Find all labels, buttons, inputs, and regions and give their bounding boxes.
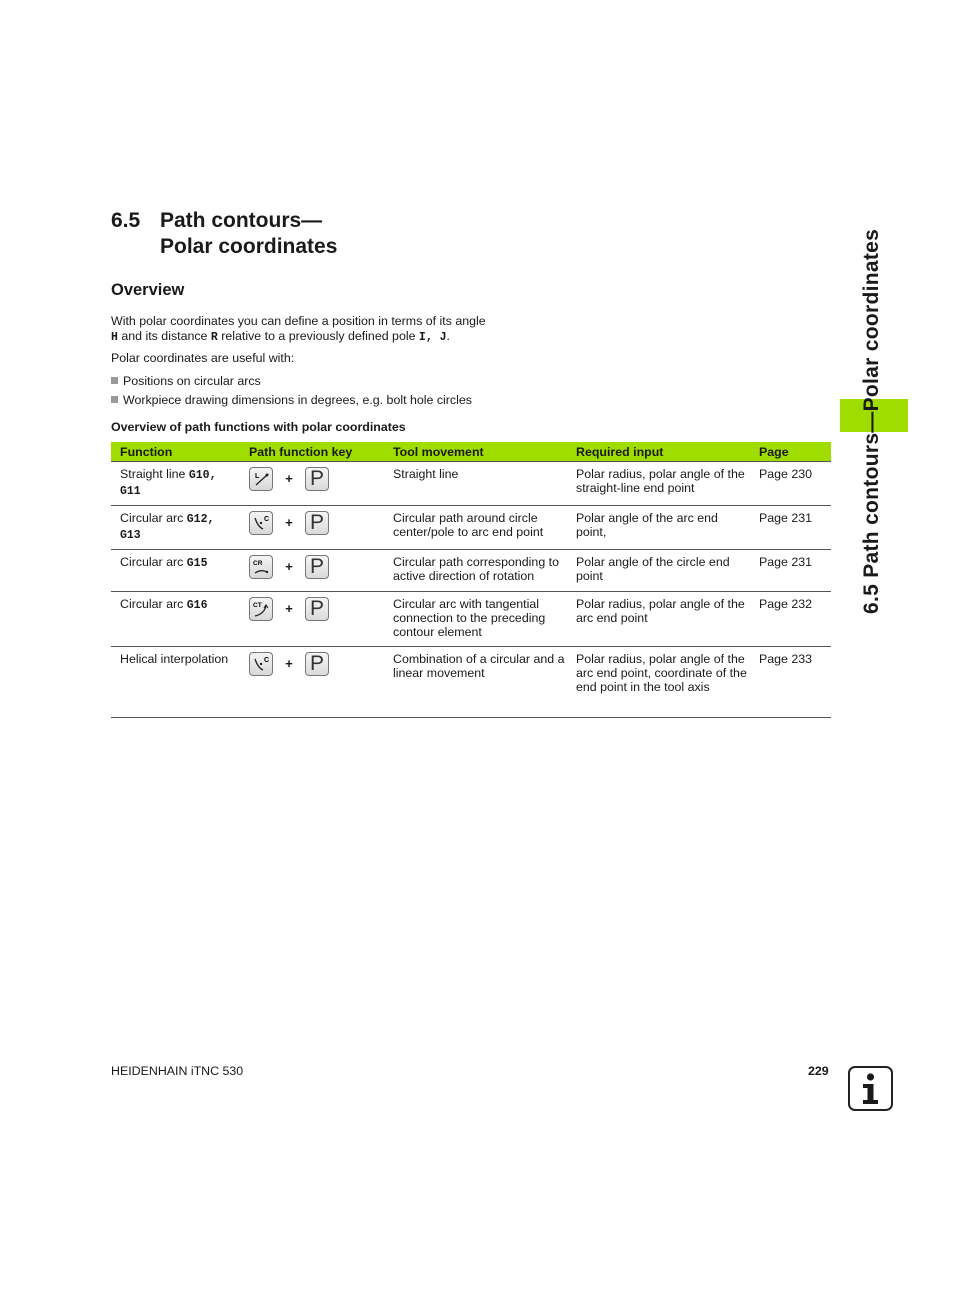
- cell-key: [240, 592, 384, 647]
- circle-center-key-icon: [249, 511, 273, 535]
- cell-input: Polar angle of the circle end point: [567, 550, 750, 592]
- footer-product: HEIDENHAIN iTNC 530: [111, 1064, 244, 1078]
- p-key-icon: P: [305, 555, 329, 579]
- intro-text-3: relative to a previously defined pole: [217, 328, 419, 343]
- cell-movement: Straight line: [384, 462, 567, 506]
- section-title: [111, 208, 337, 260]
- table-row: [111, 506, 831, 550]
- intro-code-r: R: [210, 330, 218, 344]
- plus-sign: +: [285, 601, 293, 616]
- svg-text:L: L: [255, 473, 260, 480]
- section-title-line1: Path contours—: [160, 209, 323, 232]
- circle-radius-key-icon: [249, 555, 273, 579]
- svg-text:CT: CT: [253, 602, 262, 609]
- cell-input: Polar angle of the arc end point,: [567, 506, 750, 550]
- cell-key: [240, 550, 384, 592]
- cell-key: [240, 506, 384, 550]
- svg-text:C: C: [264, 516, 270, 523]
- table-header-row: [111, 442, 831, 462]
- cell-movement: Circular path corresponding to active direction of rotation: [384, 550, 567, 592]
- header-path-function-key: Path function key: [240, 442, 384, 462]
- useful-with-text: Polar coordinates are useful with:: [111, 351, 295, 365]
- plus-sign: +: [285, 656, 293, 671]
- bullet-item: [111, 374, 261, 388]
- side-label-text: 6.5 Path contours—Polar coordinates: [860, 228, 883, 614]
- svg-text:C: C: [264, 657, 270, 664]
- cell-function: Helical interpolation: [111, 647, 240, 718]
- header-function: Function: [111, 442, 240, 462]
- overview-heading: Overview: [111, 281, 185, 299]
- cell-movement: Circular path around circle center/pole to arc end point: [384, 506, 567, 550]
- p-key-icon: P: [305, 652, 329, 676]
- bullet-square-icon: [111, 396, 118, 403]
- table-row: [111, 592, 831, 647]
- circle-tangential-key-icon: [249, 597, 273, 621]
- info-icon: [848, 1066, 893, 1111]
- cell-input: Polar radius, polar angle of the straight-line end point: [567, 462, 750, 506]
- cell-page: Page 231: [750, 550, 831, 592]
- cell-function: Straight line G10, G11: [111, 462, 240, 506]
- cell-function: Circular arc G16: [111, 592, 240, 647]
- cell-function: Circular arc G15: [111, 550, 240, 592]
- header-page: Page: [750, 442, 831, 462]
- plus-sign: +: [285, 559, 293, 574]
- p-key-icon: P: [305, 511, 329, 535]
- line-key-icon: [249, 467, 273, 491]
- cell-function: Circular arc G12, G13: [111, 506, 240, 550]
- cell-page: Page 231: [750, 506, 831, 550]
- table-row: [111, 550, 831, 592]
- svg-text:CR: CR: [253, 560, 263, 567]
- intro-text-2: and its distance: [117, 328, 211, 343]
- intro-text-1: With polar coordinates you can define a position in terms of its angle: [111, 314, 486, 328]
- p-key-icon: P: [305, 597, 329, 621]
- path-functions-table: [111, 442, 831, 718]
- cell-input: Polar radius, polar angle of the arc end point, coordinate of the end point in the tool axis: [567, 647, 750, 718]
- table-row: [111, 647, 831, 718]
- table-row: [111, 462, 831, 506]
- intro-text-4: .: [446, 328, 450, 343]
- p-key-icon: P: [305, 467, 329, 491]
- cell-input: Polar radius, polar angle of the arc end point: [567, 592, 750, 647]
- bullet-text: Workpiece drawing dimensions in degrees, e.g. bolt hole circles: [123, 393, 472, 407]
- bullet-square-icon: [111, 377, 118, 384]
- cell-page: Page 230: [750, 462, 831, 506]
- circle-center-key-icon: [249, 652, 273, 676]
- intro-code-h: H: [111, 330, 118, 344]
- plus-sign: +: [285, 515, 293, 530]
- cell-movement: Combination of a circular and a linear movement: [384, 647, 567, 718]
- cell-page: Page 233: [750, 647, 831, 718]
- cell-movement: Circular arc with tangential connection to the preceding contour element: [384, 592, 567, 647]
- section-number: 6.5: [111, 209, 141, 232]
- header-required-input: Required input: [567, 442, 750, 462]
- bullet-text: Positions on circular arcs: [123, 374, 261, 388]
- cell-key: [240, 462, 384, 506]
- section-title-line2: Polar coordinates: [160, 235, 338, 258]
- intro-paragraph: [111, 314, 486, 345]
- intro-code-ij: I, J: [418, 330, 447, 344]
- page-number: 229: [808, 1064, 829, 1078]
- cell-page: Page 232: [750, 592, 831, 647]
- bullet-item: [111, 393, 472, 407]
- cell-key: [240, 647, 384, 718]
- plus-sign: +: [285, 471, 293, 486]
- header-tool-movement: Tool movement: [384, 442, 567, 462]
- table-title: Overview of path functions with polar coordinates: [111, 420, 406, 434]
